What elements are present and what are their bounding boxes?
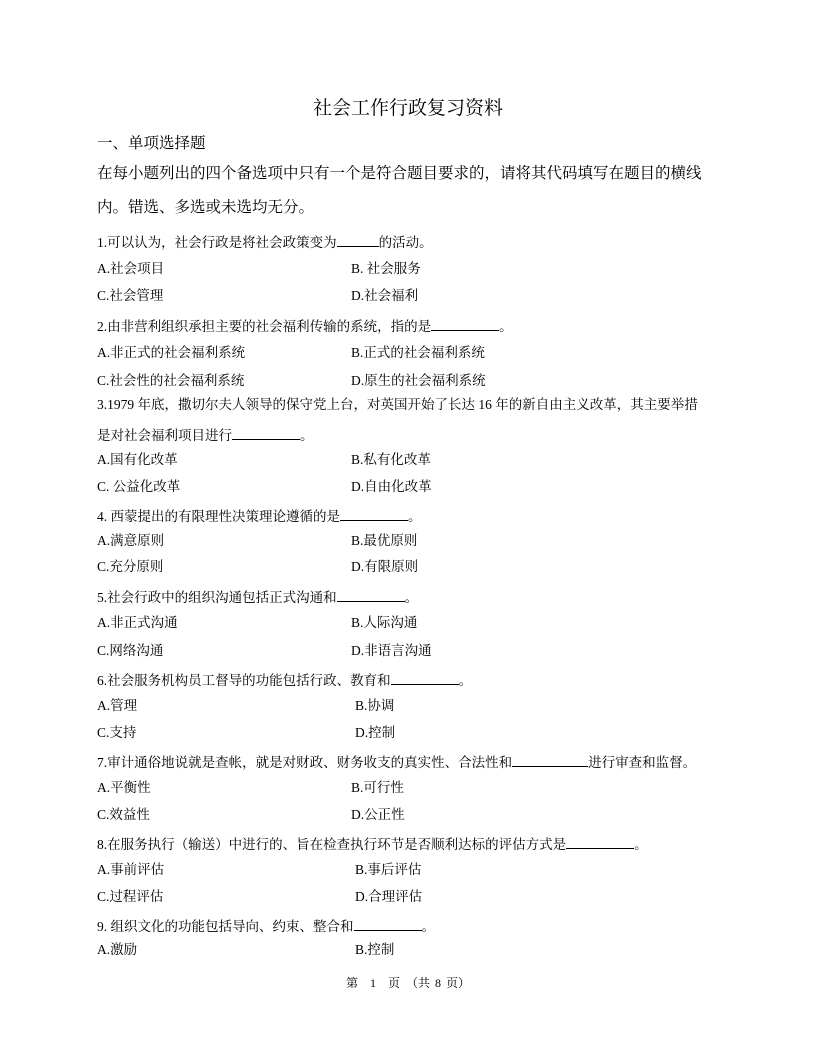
option-b: B.可行性 — [351, 780, 404, 795]
option-a: A.满意原则 — [97, 533, 165, 548]
option-b: B.正式的社会福利系统 — [351, 345, 485, 360]
question-8 — [97, 834, 648, 854]
option-b: B.人际沟通 — [351, 615, 418, 630]
page-title: 社会工作行政复习资料 — [312, 97, 503, 119]
option-b: B.最优原则 — [351, 533, 418, 548]
option-a: A.平衡性 — [97, 780, 151, 795]
answer-blank — [354, 916, 422, 931]
option-c: C.效益性 — [97, 807, 150, 822]
answer-blank — [566, 834, 634, 849]
question-5 — [97, 587, 418, 607]
answer-blank — [232, 425, 300, 440]
option-d: D.非语言沟通 — [351, 643, 432, 658]
question-stem-end: 。 — [458, 673, 473, 688]
option-a: A.社会项目 — [97, 261, 165, 276]
question-6 — [97, 670, 472, 690]
question-stem-end: 的活动。 — [378, 235, 433, 250]
answer-blank — [340, 506, 408, 521]
answer-blank — [337, 232, 379, 247]
question-1 — [97, 232, 433, 252]
question-stem: 5.社会行政中的组织沟通包括正式沟通和 — [97, 590, 337, 605]
question-9 — [97, 916, 435, 936]
page-footer: 第 1 页 （共 8 页） — [345, 976, 470, 990]
answer-blank — [512, 752, 588, 767]
option-d: D.公正性 — [351, 807, 405, 822]
question-4 — [97, 506, 422, 526]
instructions-line-2: 内。错选、多选或未选均无分。 — [97, 198, 315, 216]
option-b: B.控制 — [355, 942, 395, 957]
question-stem: 4. 西蒙提出的有限理性决策理论遵循的是 — [97, 509, 340, 524]
answer-blank — [431, 316, 499, 331]
option-a: A.非正式的社会福利系统 — [97, 345, 246, 360]
option-d: D.合理评估 — [355, 889, 423, 904]
option-d: D.有限原则 — [351, 559, 419, 574]
option-c: C.支持 — [97, 725, 137, 740]
question-2 — [97, 316, 513, 336]
option-c: C.社会管理 — [97, 288, 164, 303]
answer-blank — [391, 670, 459, 685]
answer-blank — [337, 587, 405, 602]
question-3-line-1: 3.1979 年底，撒切尔夫人领导的保守党上台，对英国开始了长达 16 年的新自由主义改革，其主要举措 — [97, 397, 698, 412]
question-7 — [97, 752, 696, 772]
option-c: C. 公益化改革 — [97, 479, 181, 494]
option-c: C.过程评估 — [97, 889, 164, 904]
question-stem-end: 进行审查和监督。 — [588, 755, 697, 770]
instructions-line-1: 在每小题列出的四个备选项中只有一个是符合题目要求的，请将其代码填写在题目的横线 — [97, 164, 702, 182]
option-d: D.社会福利 — [351, 288, 419, 303]
question-stem: 8.在服务执行（输送）中进行的、旨在检查执行环节是否顺利达标的评估方式是 — [97, 837, 567, 852]
option-d: D.原生的社会福利系统 — [351, 373, 486, 388]
option-b: B.事后评估 — [355, 862, 422, 877]
question-stem: 2.由非营利组织承担主要的社会福利传输的系统，指的是 — [97, 319, 432, 334]
option-b: B.私有化改革 — [351, 452, 431, 467]
question-stem-end: 。 — [404, 590, 419, 605]
option-c: C.社会性的社会福利系统 — [97, 373, 245, 388]
question-stem: 是对社会福利项目进行 — [97, 428, 232, 443]
option-c: C.充分原则 — [97, 559, 164, 574]
option-b: B.协调 — [355, 698, 395, 713]
question-3-line-2 — [97, 425, 314, 445]
question-stem-end: 。 — [499, 319, 513, 334]
option-a: A.非正式沟通 — [97, 615, 178, 630]
option-b: B. 社会服务 — [351, 261, 421, 276]
question-stem-end: 。 — [634, 837, 648, 852]
question-stem-end: 。 — [408, 509, 422, 524]
question-stem-end: 。 — [300, 428, 314, 443]
option-d: D.自由化改革 — [351, 479, 432, 494]
question-stem: 6.社会服务机构员工督导的功能包括行政、教育和 — [97, 673, 391, 688]
question-stem: 7.审计通俗地说就是查帐，就是对财政、财务收支的真实性、合法性和 — [97, 755, 513, 770]
option-d: D.控制 — [355, 725, 396, 740]
option-a: A.国有化改革 — [97, 452, 178, 467]
option-a: A.事前评估 — [97, 862, 165, 877]
question-stem: 1.可以认为，社会行政是将社会政策变为 — [97, 235, 337, 250]
option-a: A.激励 — [97, 942, 138, 957]
section-heading: 一、单项选择题 — [97, 134, 206, 152]
question-stem: 9. 组织文化的功能包括导向、约束、整合和 — [97, 919, 354, 934]
option-a: A.管理 — [97, 698, 138, 713]
option-c: C.网络沟通 — [97, 643, 164, 658]
question-stem-end: 。 — [421, 919, 435, 934]
